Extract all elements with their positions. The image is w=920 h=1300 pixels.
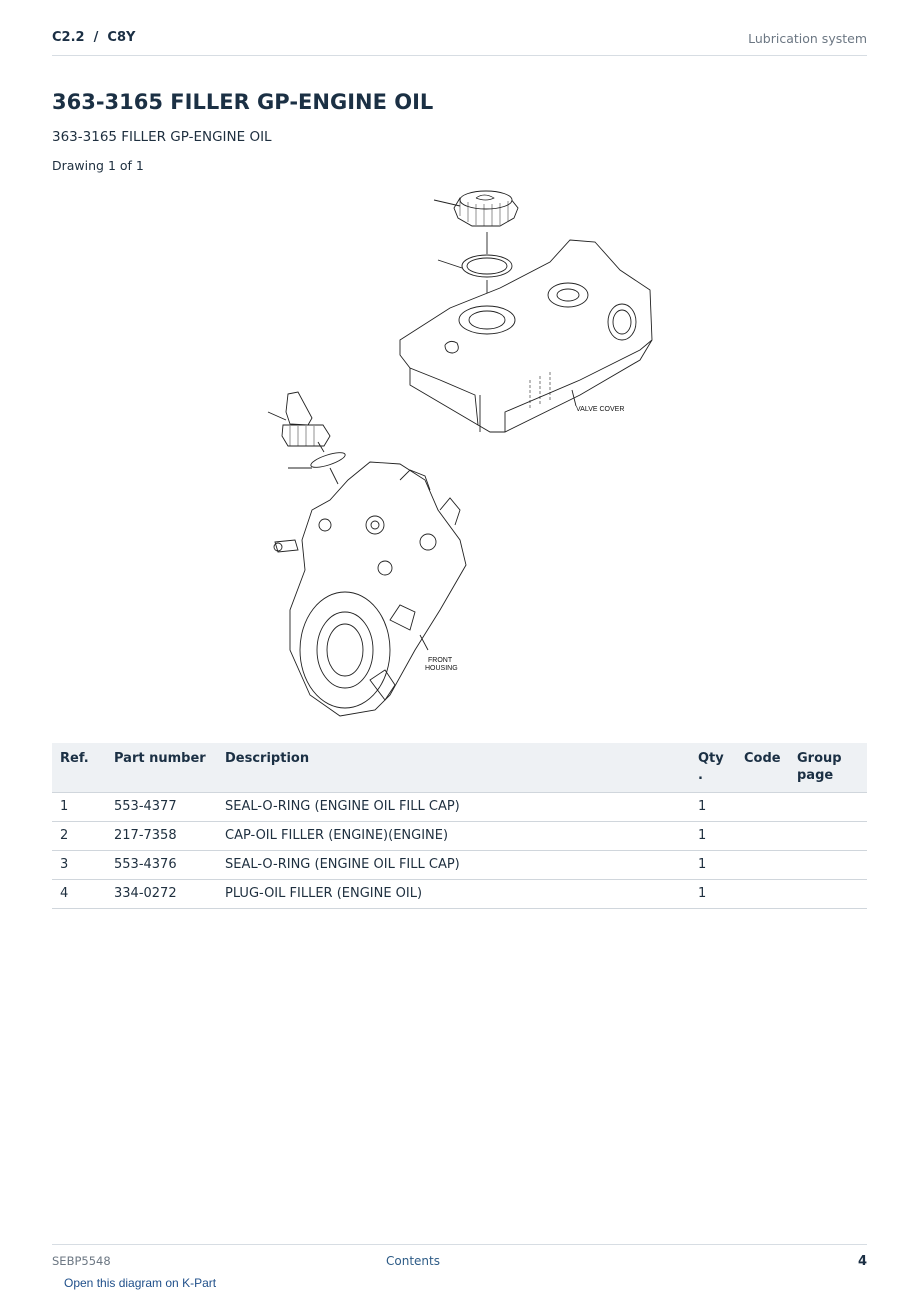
kpart-link[interactable]: Open this diagram on K-Part bbox=[64, 1276, 217, 1290]
breadcrumb: C2.2 / C8Y bbox=[52, 30, 136, 45]
col-group-line1: Group bbox=[797, 751, 842, 766]
cell-code bbox=[736, 822, 789, 851]
cell-qty: 1 bbox=[690, 793, 736, 822]
cell-ref: 2 bbox=[52, 822, 106, 851]
col-qty bbox=[690, 743, 736, 793]
cell-qty: 1 bbox=[690, 880, 736, 909]
table-row bbox=[52, 851, 867, 880]
cell-description: CAP-OIL FILLER (ENGINE)(ENGINE) bbox=[217, 822, 690, 851]
callout-front-housing-line2: HOUSING bbox=[425, 665, 458, 672]
oil-filler-plug-drawing bbox=[268, 392, 330, 452]
col-group-page bbox=[789, 743, 867, 793]
table-row bbox=[52, 793, 867, 822]
table-row bbox=[52, 880, 867, 909]
page-header bbox=[52, 28, 867, 56]
col-group-line2: page bbox=[797, 768, 834, 783]
col-ref: Ref. bbox=[52, 743, 106, 793]
cell-code bbox=[736, 880, 789, 909]
o-ring-seal-2-drawing bbox=[288, 450, 347, 484]
drawing-counter: Drawing 1 of 1 bbox=[52, 158, 144, 173]
parts-diagram bbox=[250, 180, 670, 725]
cell-group-page bbox=[789, 880, 867, 909]
cell-part-number: 553-4376 bbox=[106, 851, 217, 880]
section-name: Lubrication system bbox=[748, 31, 867, 46]
cell-ref: 3 bbox=[52, 851, 106, 880]
cell-group-page bbox=[789, 793, 867, 822]
contents-link[interactable]: Contents bbox=[386, 1254, 440, 1268]
cell-part-number: 553-4377 bbox=[106, 793, 217, 822]
cell-description: SEAL-O-RING (ENGINE OIL FILL CAP) bbox=[217, 793, 690, 822]
cell-part-number: 334-0272 bbox=[106, 880, 217, 909]
page-number: 4 bbox=[857, 1254, 867, 1269]
callout-front-housing-line1: FRONT bbox=[428, 657, 453, 664]
page-footer bbox=[52, 1244, 867, 1275]
col-description: Description bbox=[217, 743, 690, 793]
table-header-row bbox=[52, 743, 867, 793]
callout-valve-cover: VALVE COVER bbox=[576, 406, 625, 413]
cell-description: SEAL-O-RING (ENGINE OIL FILL CAP) bbox=[217, 851, 690, 880]
parts-table bbox=[52, 743, 867, 909]
col-code: Code bbox=[736, 743, 789, 793]
cell-ref: 4 bbox=[52, 880, 106, 909]
valve-cover-drawing bbox=[400, 240, 652, 432]
cell-ref: 1 bbox=[52, 793, 106, 822]
table-row bbox=[52, 822, 867, 851]
cell-code bbox=[736, 793, 789, 822]
cell-group-page bbox=[789, 851, 867, 880]
cell-qty: 1 bbox=[690, 851, 736, 880]
cell-group-page bbox=[789, 822, 867, 851]
oil-filler-cap-drawing bbox=[434, 191, 518, 254]
cell-code bbox=[736, 851, 789, 880]
cell-qty: 1 bbox=[690, 822, 736, 851]
document-code: SEBP5548 bbox=[52, 1254, 111, 1268]
front-housing-drawing bbox=[274, 462, 466, 716]
col-qty-line2: . bbox=[698, 768, 703, 783]
col-qty-line1: Qty bbox=[698, 751, 724, 766]
page-title: 363-3165 FILLER GP-ENGINE OIL bbox=[52, 90, 434, 114]
page-subtitle: 363-3165 FILLER GP-ENGINE OIL bbox=[52, 129, 272, 145]
cell-part-number: 217-7358 bbox=[106, 822, 217, 851]
col-part-number: Part number bbox=[106, 743, 217, 793]
cell-description: PLUG-OIL FILLER (ENGINE OIL) bbox=[217, 880, 690, 909]
